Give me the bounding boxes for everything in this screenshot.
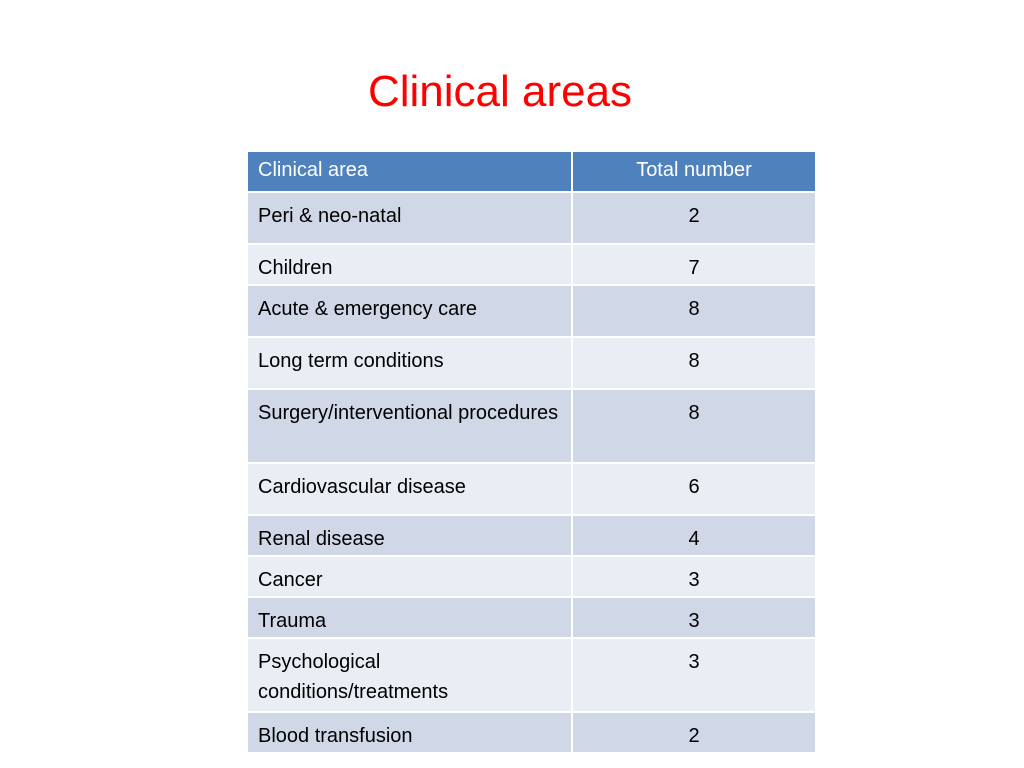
cell-total-number: 3 — [572, 597, 816, 638]
cell-total-number: 3 — [572, 556, 816, 597]
cell-clinical-area: Peri & neo-natal — [247, 192, 572, 244]
table-row — [247, 244, 816, 285]
cell-clinical-area: Trauma — [247, 597, 572, 638]
cell-total-number: 7 — [572, 244, 816, 285]
slide-title: Clinical areas — [367, 67, 633, 116]
cell-total-number: 6 — [572, 463, 816, 515]
table-header-row — [247, 151, 816, 192]
clinical-areas-table — [246, 150, 817, 754]
header-total-number: Total number — [572, 151, 816, 192]
table-row — [247, 285, 816, 337]
cell-total-number: 2 — [572, 712, 816, 753]
cell-clinical-area: Psychological conditions/treatments — [247, 638, 572, 712]
cell-clinical-area: Long term conditions — [247, 337, 572, 389]
table-row — [247, 337, 816, 389]
table-row — [247, 389, 816, 463]
table-row — [247, 597, 816, 638]
table-row — [247, 638, 816, 712]
cell-clinical-area: Surgery/interventional procedures — [247, 389, 572, 463]
cell-clinical-area: Renal disease — [247, 515, 572, 556]
cell-clinical-area: Acute & emergency care — [247, 285, 572, 337]
cell-clinical-area: Blood transfusion — [247, 712, 572, 753]
table-row — [247, 192, 816, 244]
cell-total-number: 8 — [572, 285, 816, 337]
cell-total-number: 8 — [572, 337, 816, 389]
cell-total-number: 3 — [572, 638, 816, 712]
cell-total-number: 4 — [572, 515, 816, 556]
cell-clinical-area: Cancer — [247, 556, 572, 597]
cell-clinical-area: Children — [247, 244, 572, 285]
cell-total-number: 2 — [572, 192, 816, 244]
table-row — [247, 463, 816, 515]
header-clinical-area: Clinical area — [247, 151, 572, 192]
table-row — [247, 556, 816, 597]
cell-clinical-area: Cardiovascular disease — [247, 463, 572, 515]
cell-total-number: 8 — [572, 389, 816, 463]
table-row — [247, 515, 816, 556]
table-row — [247, 712, 816, 753]
